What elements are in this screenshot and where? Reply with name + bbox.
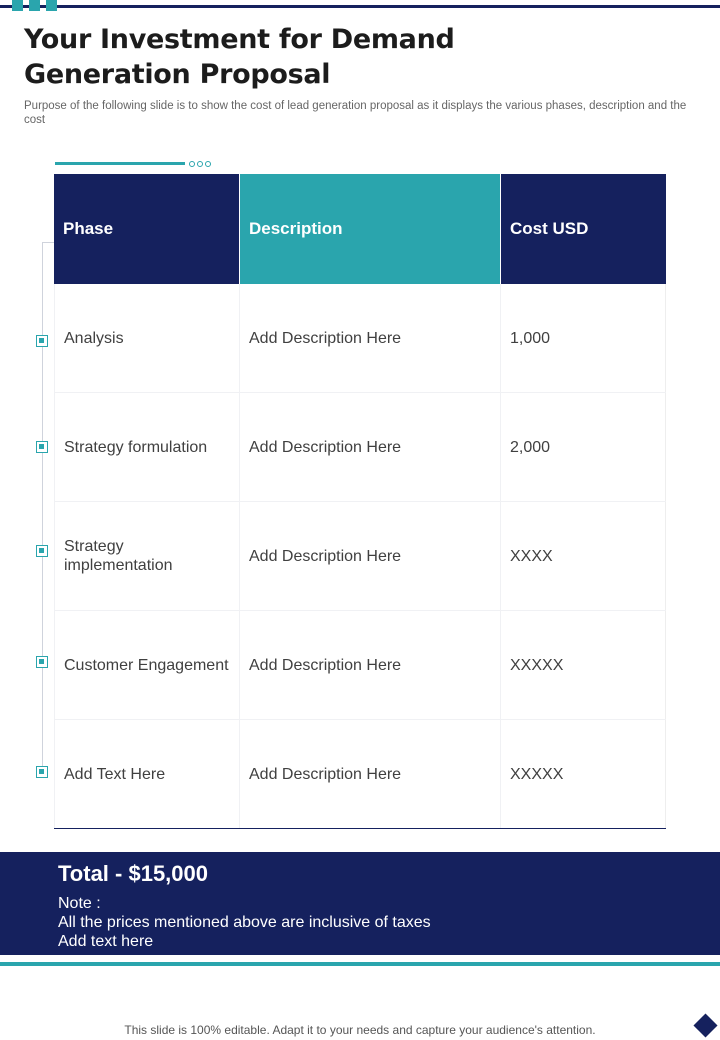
cost-cell: XXXXX xyxy=(501,720,666,828)
accent-dot xyxy=(197,161,203,167)
note-line: All the prices mentioned above are inclusive of taxes xyxy=(58,914,431,931)
header-description: Description xyxy=(240,174,501,284)
row-marker-icon xyxy=(36,335,48,347)
header-phase: Phase xyxy=(54,174,240,284)
decor-square xyxy=(12,0,23,11)
row-marker-icon xyxy=(36,545,48,557)
page-subtitle: Purpose of the following slide is to show the cost of lead generation proposal as it displays the various phases, description and the cost xyxy=(24,100,687,126)
table-row xyxy=(54,393,666,502)
page-title: Your Investment for Demand Generation Proposal xyxy=(24,24,455,90)
top-border-line xyxy=(0,5,720,8)
accent-line xyxy=(55,162,185,165)
bottom-accent-line xyxy=(0,962,720,966)
cost-cell: XXXXX xyxy=(501,611,666,719)
table-row xyxy=(54,284,666,393)
total-panel xyxy=(0,852,720,955)
row-marker-icon xyxy=(36,441,48,453)
phase-cell: Strategy formulation xyxy=(54,393,240,501)
note-label: Note : xyxy=(58,895,101,912)
phase-cell: Strategy implementation xyxy=(54,502,240,610)
accent-dot xyxy=(205,161,211,167)
table-row xyxy=(54,502,666,611)
timeline-line xyxy=(42,242,43,778)
description-cell: Add Description Here xyxy=(240,611,501,719)
accent-dots xyxy=(189,161,211,167)
cost-cell: 2,000 xyxy=(501,393,666,501)
description-cell: Add Description Here xyxy=(240,502,501,610)
total-amount: Total - $15,000 xyxy=(58,861,208,886)
table-row xyxy=(54,611,666,720)
description-cell: Add Description Here xyxy=(240,284,501,392)
top-decoration xyxy=(12,0,57,11)
decor-square xyxy=(29,0,40,11)
cost-cell: XXXX xyxy=(501,502,666,610)
row-marker-icon xyxy=(36,656,48,668)
accent-dot xyxy=(189,161,195,167)
phase-cell: Add Text Here xyxy=(54,720,240,828)
phase-cell: Customer Engagement xyxy=(54,611,240,719)
footer-text: This slide is 100% editable. Adapt it to your needs and capture your audience's attention. xyxy=(124,1023,596,1037)
decor-square xyxy=(46,0,57,11)
table-row xyxy=(54,720,666,829)
header-cost: Cost USD xyxy=(501,174,666,284)
description-cell: Add Description Here xyxy=(240,720,501,828)
phase-cell: Analysis xyxy=(54,284,240,392)
cost-cell: 1,000 xyxy=(501,284,666,392)
description-cell: Add Description Here xyxy=(240,393,501,501)
table-header xyxy=(54,174,666,284)
cost-table xyxy=(54,174,666,829)
timeline-tick xyxy=(42,242,54,243)
row-marker-icon xyxy=(36,766,48,778)
note-line: Add text here xyxy=(58,933,154,950)
